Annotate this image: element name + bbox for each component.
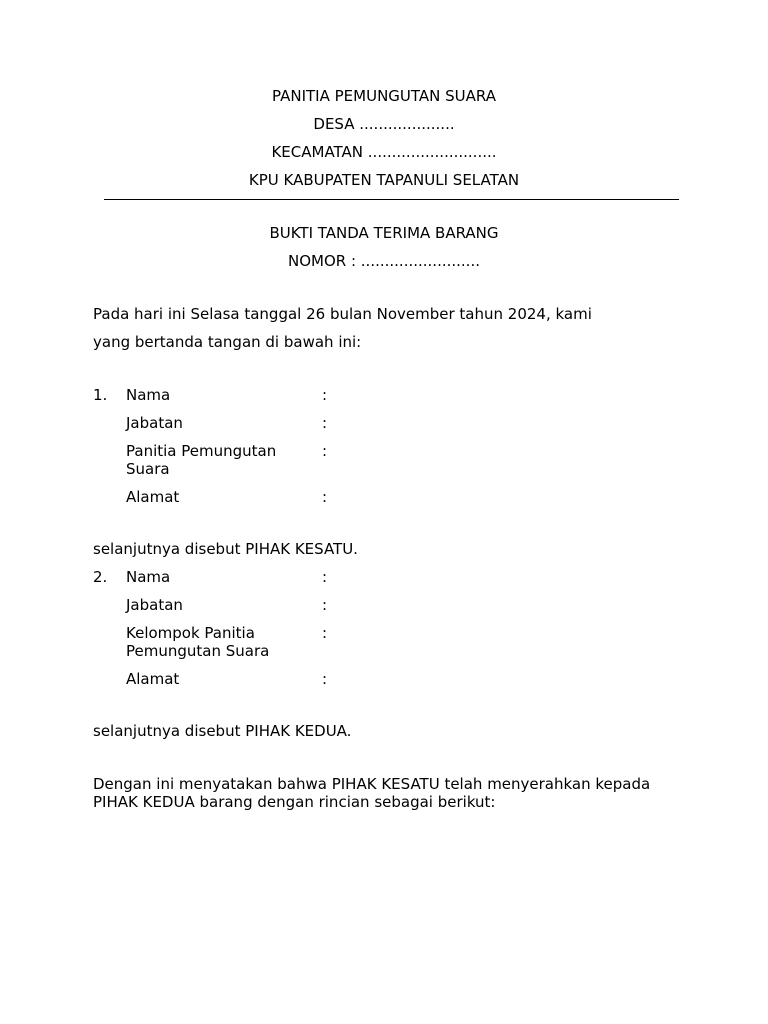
- party1-name-label: Nama: [126, 386, 171, 404]
- statement-line-1: Dengan ini menyatakan bahwa PIHAK KESATU telah menyerahkan kepada: [93, 775, 651, 793]
- header-divider: [104, 199, 679, 200]
- party2-number: 2.: [93, 568, 108, 586]
- party1-committee-label: Panitia Pemungutan Suara: [126, 442, 277, 478]
- party1-number: 1.: [93, 386, 108, 404]
- party1-position-label: Jabatan: [126, 414, 183, 432]
- document-number: NOMOR : .........................: [288, 252, 480, 270]
- statement-line-2: PIHAK KEDUA barang dengan rincian sebagai berikut:: [93, 793, 496, 811]
- party2-closing: selanjutnya disebut PIHAK KEDUA.: [93, 722, 352, 740]
- intro-line-1: Pada hari ini Selasa tanggal 26 bulan November tahun 2024, kami: [93, 305, 592, 323]
- header-committee: PANITIA PEMUNGUTAN SUARA: [272, 87, 496, 105]
- party1-closing: selanjutnya disebut PIHAK KESATU.: [93, 540, 358, 558]
- header-kpu: KPU KABUPATEN TAPANULI SELATAN: [248, 171, 520, 189]
- party2-group-label: Kelompok Panitia Pemungutan Suara: [126, 624, 270, 660]
- party1-committee-colon: :: [322, 442, 328, 460]
- party2-name-label: Nama: [126, 568, 171, 586]
- party2-position-colon: :: [322, 596, 328, 614]
- document-title: BUKTI TANDA TERIMA BARANG: [269, 224, 499, 242]
- party2-group-colon: :: [322, 624, 328, 642]
- intro-line-2: yang bertanda tangan di bawah ini:: [93, 333, 362, 351]
- party1-position-colon: :: [322, 414, 328, 432]
- party2-position-label: Jabatan: [126, 596, 183, 614]
- header-village: DESA ....................: [313, 115, 455, 133]
- party1-address-colon: :: [322, 488, 328, 506]
- party1-address-label: Alamat: [126, 488, 180, 506]
- party2-name-colon: :: [322, 568, 328, 586]
- header-district: KECAMATAN ...........................: [271, 143, 497, 161]
- party2-address-colon: :: [322, 670, 328, 688]
- party2-address-label: Alamat: [126, 670, 180, 688]
- party1-name-colon: :: [322, 386, 328, 404]
